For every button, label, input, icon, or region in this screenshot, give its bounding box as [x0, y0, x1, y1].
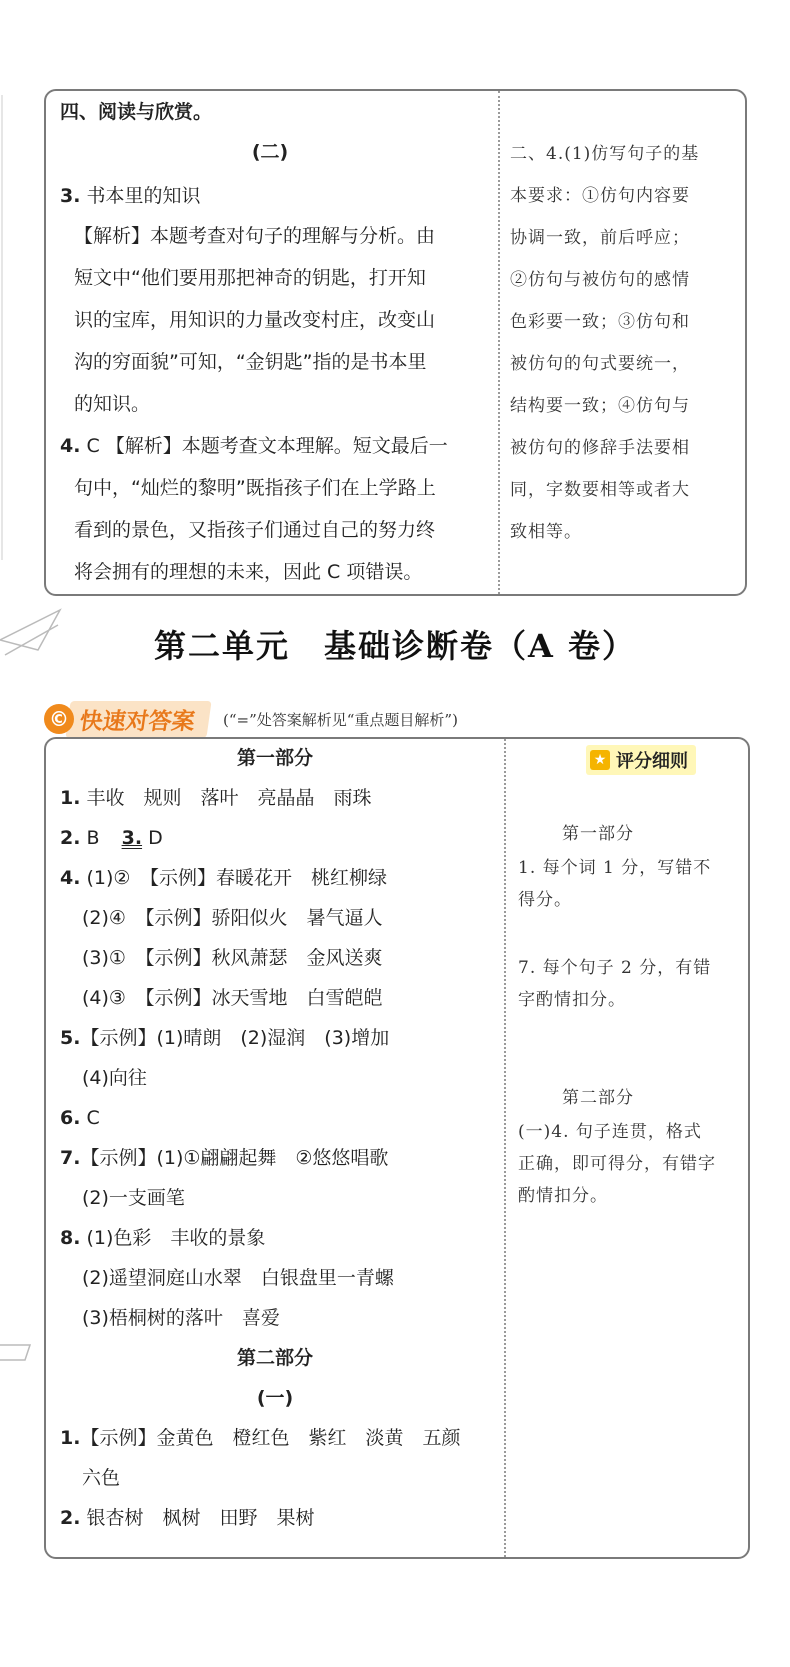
q3-explanation-line: 短文中“他们要用那把神奇的钥匙，打开知 — [74, 267, 426, 289]
answer-item: (3)梧桐树的落叶 喜爱 — [82, 1307, 280, 1329]
item-number: 6. — [60, 1107, 81, 1129]
side-note-line: 二、4.(1)仿写句子的基 — [510, 144, 700, 164]
scoring-badge — [586, 745, 696, 775]
side-note-line: 被仿句的句式要统一， — [510, 354, 690, 374]
item-text: 丰收 规则 落叶 亮晶晶 雨珠 — [86, 787, 372, 809]
answer-item: (4)③ 【示例】冰天雪地 白雪皑皑 — [82, 987, 383, 1009]
item-number: 8. — [60, 1227, 81, 1249]
q4-explanation-line: 将会拥有的理想的未来，因此 C 项错误。 — [74, 561, 423, 583]
q4-explanation-line: C 【解析】本题考查文本理解。短文最后一 — [86, 435, 448, 457]
answer-item — [60, 1225, 265, 1251]
answer-item: (3)① 【示例】秋风萧瑟 金风送爽 — [82, 947, 383, 969]
scoring-line: 字酌情扣分。 — [518, 990, 626, 1010]
reading-answer-box — [44, 89, 747, 596]
item-text: 【示例】金黄色 橙红色 紫红 淡黄 五颜 — [80, 1427, 461, 1449]
page-title: 第二单元 基础诊断卷（A 卷） — [154, 627, 636, 665]
side-note-line: 协调一致，前后呼应； — [510, 228, 690, 248]
part1-heading: 第一部分 — [236, 747, 313, 769]
item-number: 2. — [60, 827, 81, 849]
question-3-answer: 书本里的知识 — [86, 185, 201, 207]
quick-answer-note: (“=”处答案解析见“重点题目解析”) — [223, 710, 458, 729]
side-note-line: 色彩要一致；③仿句和 — [510, 312, 690, 332]
scoring-line: 酌情扣分。 — [518, 1186, 608, 1206]
side-note-line: 致相等。 — [510, 522, 582, 542]
answer-item: (2)遥望洞庭山水翠 白银盘里一青螺 — [82, 1267, 394, 1289]
part2-subheading: (一) — [256, 1387, 294, 1409]
q3-explanation-line: 的知识。 — [74, 393, 151, 415]
item-text: 【示例】(1)晴朗 (2)湿润 (3)增加 — [80, 1027, 390, 1049]
scoring-label: 评分细则 — [616, 751, 688, 772]
answer-key-box — [44, 737, 750, 1559]
side-note-line: 结构要一致；④仿句与 — [510, 396, 690, 416]
answer-item — [60, 785, 372, 811]
scoring-part1-heading: 第一部分 — [562, 824, 634, 844]
answer-item — [60, 865, 387, 891]
item-number: 1. — [60, 787, 81, 809]
quick-answer-label: 快速对答案 — [65, 701, 211, 738]
item-text: 银杏树 枫树 田野 果树 — [86, 1507, 315, 1529]
item-number: 4. — [60, 867, 81, 889]
question-3 — [60, 183, 201, 209]
item-number: 1. — [60, 1427, 81, 1449]
answer-item — [60, 1425, 460, 1451]
q3-explanation-line: 沟的穷面貌”可知，“金钥匙”指的是书本里 — [74, 351, 427, 373]
answer-item: (2)一支画笔 — [82, 1187, 185, 1209]
side-note-line: 本要求：①仿句内容要 — [510, 186, 690, 206]
answer-item: 六色 — [82, 1467, 121, 1489]
item-text: C — [86, 1107, 100, 1129]
answer-item — [60, 1105, 100, 1131]
side-note-line: 被仿句的修辞手法要相 — [510, 438, 690, 458]
scoring-part2-heading: 第二部分 — [562, 1088, 634, 1108]
question-4 — [60, 433, 448, 459]
scoring-line: 正确，即可得分，有错字 — [518, 1154, 716, 1174]
answer-item — [60, 1025, 389, 1051]
item-text: 【示例】(1)①翩翩起舞 ②悠悠唱歌 — [80, 1147, 389, 1169]
q3-explanation-line: 识的宝库，用知识的力量改变村庄，改变山 — [74, 309, 436, 331]
item-number: 7. — [60, 1147, 81, 1169]
item-text: (1)色彩 丰收的景象 — [86, 1227, 266, 1249]
answer-item — [60, 825, 163, 851]
box-divider — [498, 91, 500, 594]
question-number: 4. — [60, 435, 81, 457]
scoring-line: 得分。 — [518, 890, 572, 910]
q3-explanation-line: 【解析】本题考查对句子的理解与分析。由 — [74, 225, 436, 247]
side-note-line: 同，字数要相等或者大 — [510, 480, 690, 500]
answer-item — [60, 1145, 388, 1171]
box-divider — [504, 739, 506, 1557]
item-text: D — [148, 827, 163, 849]
question-number: 3. — [60, 185, 81, 207]
q4-explanation-line: 看到的景色，又指孩子们通过自己的努力终 — [74, 519, 436, 541]
answer-item: (4)向往 — [82, 1067, 147, 1089]
star-icon: ★ — [590, 750, 610, 770]
item-number: 5. — [60, 1027, 81, 1049]
answer-item: (2)④ 【示例】骄阳似火 暑气逼人 — [82, 907, 383, 929]
item-number: 2. — [60, 1507, 81, 1529]
scoring-line: (一)4. 句子连贯，格式 — [518, 1122, 702, 1142]
side-note-line: ②仿句与被仿句的感情 — [510, 270, 690, 290]
section-heading: 四、阅读与欣赏。 — [60, 101, 213, 123]
part2-heading: 第二部分 — [236, 1347, 313, 1369]
item-number: 3. — [121, 827, 143, 849]
subsection-heading: (二) — [251, 141, 289, 163]
quick-answer-header — [44, 700, 458, 738]
item-text: B — [86, 827, 100, 849]
answer-item — [60, 1505, 315, 1531]
target-icon: © — [44, 704, 74, 734]
scoring-line: 1. 每个词 1 分，写错不 — [518, 858, 712, 878]
scoring-line: 7. 每个句子 2 分，有错 — [518, 958, 712, 978]
q4-explanation-line: 句中，“灿烂的黎明”既指孩子们在上学路上 — [74, 477, 436, 499]
item-text: (1)② 【示例】春暖花开 桃红柳绿 — [86, 867, 387, 889]
